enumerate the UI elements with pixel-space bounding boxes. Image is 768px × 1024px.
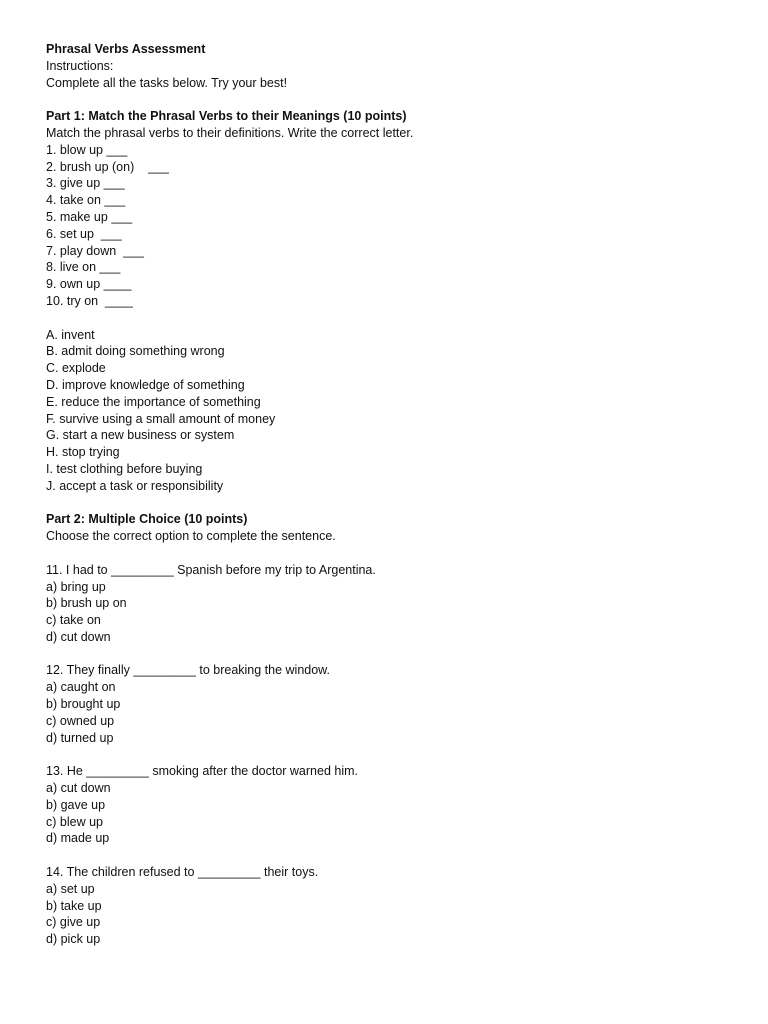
spacer [46,91,728,108]
part1-verb-list [46,142,728,310]
definition-item: E. reduce the importance of something [46,394,261,409]
instructions-text: Complete all the tasks below. Try your best! [46,75,288,90]
answer-option: a) caught on [46,680,116,695]
answer-option: c) blew up [46,814,103,829]
verb-item: 1. blow up ___ [46,142,128,157]
answer-option: b) take up [46,898,102,913]
verb-item: 2. brush up (on) ___ [46,159,169,174]
answer-option: b) gave up [46,797,106,812]
spacer [46,310,728,327]
part2-heading: Part 2: Multiple Choice (10 points) [46,512,248,527]
verb-item: 5. make up ___ [46,209,133,224]
question-text: 11. I had to _________ Spanish before my trip to Argentina. [46,562,376,577]
definition-item: I. test clothing before buying [46,461,203,476]
document-page [46,41,728,948]
document-title: Phrasal Verbs Assessment [46,42,206,56]
question-text: 14. The children refused to _________ their toys. [46,865,319,880]
part1-instruction: Match the phrasal verbs to their definitions. Write the correct letter. [46,125,414,140]
answer-option: d) cut down [46,629,111,644]
definition-item: J. accept a task or responsibility [46,478,224,493]
part2-instruction: Choose the correct option to complete the sentence. [46,529,336,544]
answer-option: c) give up [46,915,101,930]
spacer [46,545,728,562]
spacer [46,646,728,663]
verb-item: 6. set up ___ [46,226,122,241]
verb-item: 9. own up ____ [46,277,132,292]
spacer [46,847,728,864]
answer-option: a) cut down [46,781,111,796]
answer-option: d) turned up [46,730,114,745]
question-block [46,864,728,948]
answer-option: c) owned up [46,713,115,728]
definition-item: A. invent [46,327,95,342]
instructions-label: Instructions: [46,58,114,73]
verb-item: 8. live on ___ [46,260,121,275]
verb-item: 7. play down ___ [46,243,144,258]
spacer [46,495,728,512]
answer-option: a) set up [46,881,95,896]
answer-option: b) brush up on [46,596,127,611]
answer-option: d) made up [46,831,110,846]
answer-option: a) bring up [46,579,106,594]
definition-item: H. stop trying [46,445,120,460]
part1-heading: Part 1: Match the Phrasal Verbs to their Meanings (10 points) [46,109,407,124]
part1-definition-list [46,327,728,495]
answer-option: b) brought up [46,697,121,712]
definition-item: F. survive using a small amount of money [46,411,276,426]
verb-item: 4. take on ___ [46,193,126,208]
question-text: 13. He _________ smoking after the doctor warned him. [46,764,358,779]
answer-option: c) take on [46,613,101,628]
verb-item: 10. try on ____ [46,293,133,308]
question-block [46,662,728,746]
question-block [46,763,728,847]
verb-item: 3. give up ___ [46,176,125,191]
definition-item: B. admit doing something wrong [46,344,225,359]
definition-item: C. explode [46,361,106,376]
question-block [46,562,728,646]
definition-item: G. start a new business or system [46,428,235,443]
spacer [46,746,728,763]
definition-item: D. improve knowledge of something [46,377,245,392]
answer-option: d) pick up [46,932,101,947]
question-text: 12. They finally _________ to breaking the window. [46,663,330,678]
